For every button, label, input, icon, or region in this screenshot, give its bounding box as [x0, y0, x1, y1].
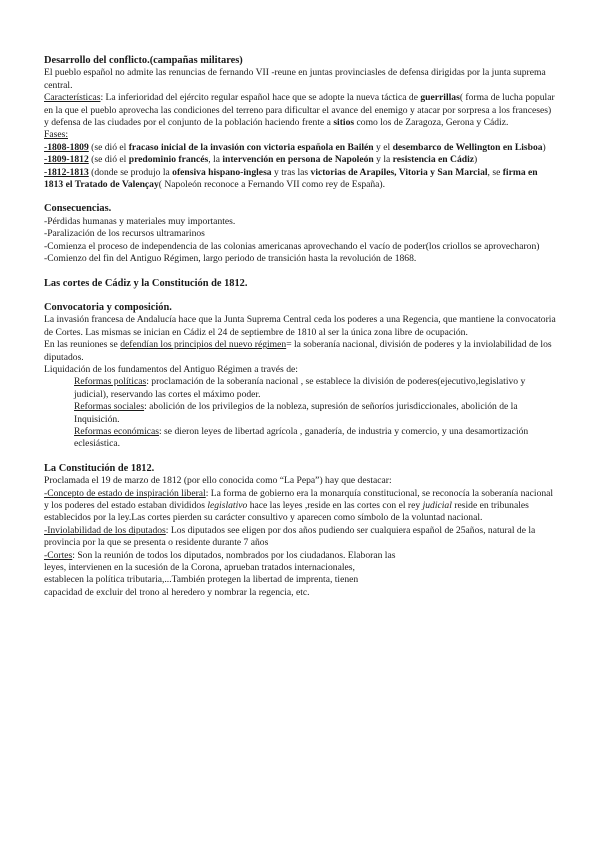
fase-2: -1809-1812 (se dió el predominio francés, la intervención en persona de Napoleón y la resistencia en Cádiz)	[44, 154, 478, 166]
list-item: -Pérdidas humanas y materiales muy importantes.	[44, 215, 236, 227]
cortes-line: -Cortes: Son la reunión de todos los diputados, nombrados por los ciudadanos. Elaboran las	[44, 549, 396, 561]
reforma-politica: Reformas políticas: proclamación de la soberanía nacional , se establece la división de poderes(ejecutivo,legislativo y judicial), reservando las cortes el máximo poder.	[74, 376, 526, 400]
cortes-line: establecen la política tributaria,...También protegen la libertad de imprenta, tienen	[44, 574, 359, 586]
section-title-consecuencias: Consecuencias.	[44, 203, 112, 215]
paragraph-proclamada: Proclamada el 19 de marzo de 1812 (por ello conocida como “La Pepa”) hay que destacar:	[44, 475, 392, 487]
paragraph-liquidacion: Liquidación de los fundamentos del Antiguo Régimen a través de:	[44, 363, 298, 375]
list-item: -Comienza el proceso de independencia de las colonias americanas aprovechando el vacío de poder(los criollos se aprovecharon)	[44, 240, 540, 252]
label-caracteristicas: Características	[44, 92, 101, 104]
concepto-estado: -Concepto de estado de inspiración liberal: La forma de gobierno era la monarquía constitucional, se reconocía la soberanía nacional y los poderes del estado estaban divididos legislativo hace las leyes ,reside en las cortes con el rey judicial reside en tribunales establecidos por la ley.Las cortes pierden su carácter consultivo y aparecen como símbolo de la voluntad nacional.	[44, 487, 554, 524]
paragraph-convocatoria: La invasión francesa de Andalucía hace que la Junta Suprema Central ceda los poderes a una Regencia, que mantiene la convocatoria de Cortes. Las mismas se inician en Cádiz el 24 de septiembre de 1810 al ser la única zona libre de ocupación.	[44, 314, 556, 338]
fase-3: -1812-1813 (donde se produjo la ofensiva hispano-inglesa y tras las victorias de Arapiles, Vitoria y San Marcial, se firma en 1813 el Tratado de Valençay( Napoleón reconoce a Fernando VII como rey de España).	[44, 166, 538, 191]
cortes-line: leyes, intervienen en la sucesión de la Corona, aprueban tratados internacionales,	[44, 562, 355, 574]
list-item: -Paralización de los recursos ultramarinos	[44, 228, 205, 240]
section-title-constitucion: La Constitución de 1812.	[44, 462, 155, 474]
paragraph-principios: En las reuniones se defendían los principios del nuevo régimen= la soberanía nacional, división de poderes y la inviolabilidad de los diputados.	[44, 339, 552, 363]
label-fases: Fases:	[44, 129, 68, 141]
reforma-economica: Reformas económicas: se dieron leyes de libertad agrícola , ganadería, de industria y comercio, y una desamortización eclesiástica.	[74, 425, 529, 450]
paragraph-caracteristicas: Características: La inferioridad del ejército regular español hace que se adopte la nueva táctica de guerrillas( forma de lucha popular en la que el pueblo aprovecha las condiciones del terreno para dificultar el avance del enemigo y atacar por sorpresa a los franceses) y defensa de las ciudades por el conjunto de la población haciendo frente a sitios como los de Zaragoza, Gerona y Cádiz.	[44, 92, 555, 129]
section-title-desarrollo: Desarrollo del conflicto.(campañas militares)	[44, 55, 243, 66]
section-title-cortes: Las cortes de Cádiz y la Constitución de 1812.	[44, 277, 248, 289]
reforma-social: Reformas sociales: abolición de los privilegios de la nobleza, supresión de señoríos jurisdiccionales, abolición de la Inquisición.	[74, 401, 518, 425]
document-page	[44, 55, 556, 599]
cortes-line: capacidad de excluir del trono al heredero y nombrar la regencia, etc.	[44, 586, 310, 598]
paragraph-intro: El pueblo español no admite las renuncias de fernando VII -reune en juntas provinciasles de defensa dirigidas por la junta suprema central.	[44, 67, 546, 91]
section-title-convocatoria: Convocatoria y composición.	[44, 301, 172, 313]
fase-1: -1808-1809 (se dió el fracaso inicial de la invasión con victoria española en Bailén y el desembarco de Wellington en Lisboa)	[44, 141, 546, 153]
list-item: -Comienzo del fin del Antiguo Régimen, largo periodo de transición hasta la revolución de 1868.	[44, 253, 417, 265]
inviolabilidad: -Inviolabilidad de los diputados: Los diputados see eligen por dos años pudiendo ser cualquiera español de 25años, natural de la provincia por la que se presenta o residente durante 7 años	[44, 524, 536, 549]
